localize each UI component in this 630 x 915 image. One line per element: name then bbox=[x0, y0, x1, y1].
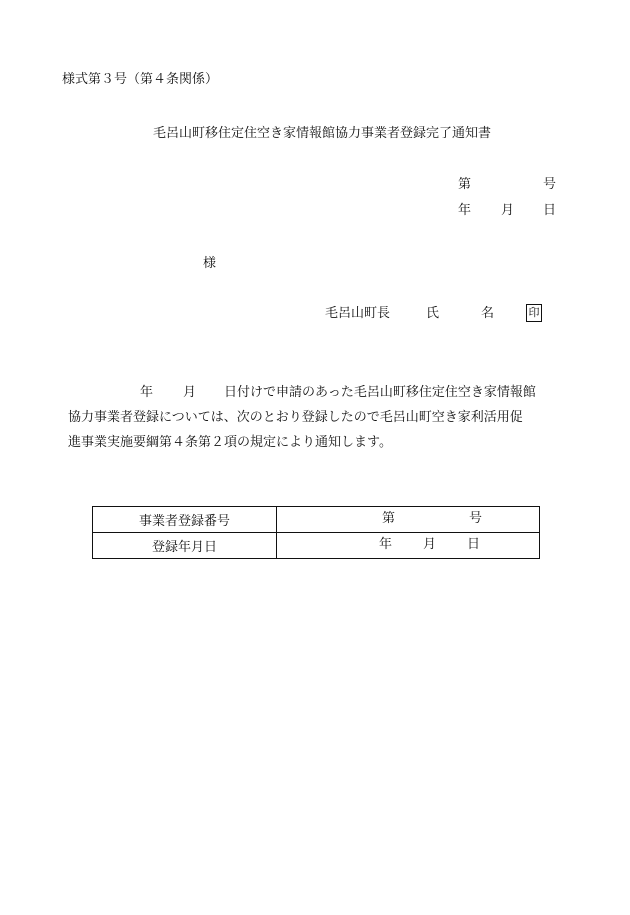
notice-body bbox=[68, 380, 588, 455]
document-number-prefix: 第 bbox=[458, 177, 472, 192]
body-line-1 bbox=[68, 380, 588, 405]
registration-date-year: 年 bbox=[379, 537, 393, 552]
addressee-honorific: 様 bbox=[203, 256, 217, 271]
issue-date-year: 年 bbox=[458, 203, 472, 218]
sender-title: 毛呂山町長 bbox=[325, 306, 391, 321]
registration-number-value bbox=[277, 507, 540, 533]
form-label: 様式第３号（第４条関係） bbox=[62, 72, 219, 87]
body-year: 年 bbox=[140, 385, 154, 400]
registration-number-label: 事業者登録番号 bbox=[93, 507, 277, 533]
sender-name-mei: 名 bbox=[481, 306, 495, 321]
registration-table bbox=[92, 506, 540, 559]
table-row bbox=[93, 507, 540, 533]
registration-number-prefix: 第 bbox=[382, 511, 396, 526]
body-line1-text: 日付けで申請のあった毛呂山町移住定住空き家情報館 bbox=[224, 385, 536, 400]
registration-date-value bbox=[277, 533, 540, 559]
registration-number-suffix: 号 bbox=[469, 511, 483, 526]
body-line-3: 進事業実施要綱第４条第２項の規定により通知します。 bbox=[68, 435, 392, 450]
body-line-2: 協力事業者登録については、次のとおり登録したので毛呂山町空き家利活用促 bbox=[68, 410, 523, 425]
table-row bbox=[93, 533, 540, 559]
sender-name-shi: 氏 bbox=[426, 306, 440, 321]
issue-date-month: 月 bbox=[501, 203, 515, 218]
document-title: 毛呂山町移住定住空き家情報館協力事業者登録完了通知書 bbox=[152, 126, 491, 141]
registration-date-label: 登録年月日 bbox=[93, 533, 277, 559]
issue-date-day: 日 bbox=[543, 203, 557, 218]
registration-date-day: 日 bbox=[467, 537, 481, 552]
seal-mark: 印 bbox=[526, 304, 542, 322]
body-month: 月 bbox=[183, 385, 197, 400]
document-number-suffix: 号 bbox=[543, 177, 557, 192]
registration-date-month: 月 bbox=[423, 537, 437, 552]
